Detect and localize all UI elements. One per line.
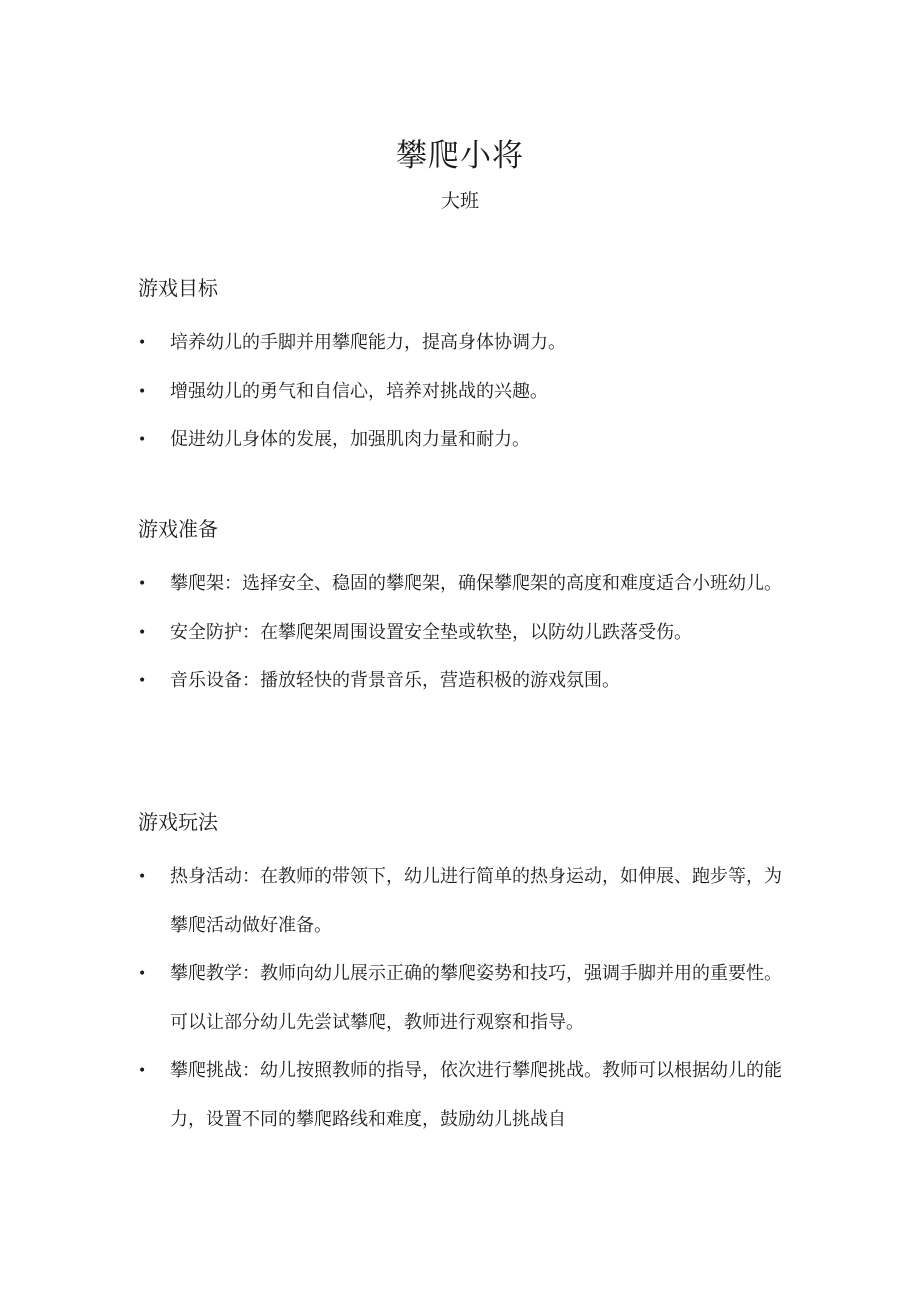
bullet-list (138, 319, 788, 465)
list-item-text: 促进幼儿身体的发展，加强肌肉力量和耐力。 (170, 429, 530, 450)
list-item (138, 416, 788, 465)
list-item (138, 609, 788, 658)
list-item-text: 安全防护：在攀爬架周围设置安全垫或软垫，以防幼儿跌落受伤。 (170, 621, 692, 643)
list-item-text: 增强幼儿的勇气和自信心，培养对挑战的兴趣。 (170, 380, 548, 402)
section-heading: 游戏准备 (138, 517, 218, 541)
list-item (138, 560, 788, 609)
bullet-icon: • (138, 624, 147, 641)
list-item (138, 1047, 788, 1144)
section-preparation (138, 515, 788, 706)
bullet-icon: • (138, 383, 147, 400)
bullet-list (138, 853, 788, 1144)
list-item (138, 368, 788, 417)
page-title: 攀爬小将 (396, 138, 524, 174)
section-heading: 游戏目标 (138, 276, 218, 300)
list-item-text: 攀爬教学：教师向幼儿展示正确的攀爬姿势和技巧，强调手脚并用的重要性。可以让部分幼儿先尝试攀爬，教师进行观察和指导。 (170, 963, 782, 1033)
section-gameplay (138, 808, 788, 1144)
list-item (138, 853, 788, 950)
list-item (138, 657, 788, 706)
list-item (138, 319, 788, 368)
list-item-text: 热身活动：在教师的带领下，幼儿进行简单的热身运动，如伸展、跑步等，为攀爬活动做好准备。 (170, 866, 782, 936)
page-subtitle: 大班 (440, 190, 479, 212)
list-item-text: 培养幼儿的手脚并用攀爬能力，提高身体协调力。 (170, 332, 566, 353)
list-item (138, 950, 788, 1047)
bullet-icon: • (138, 576, 147, 592)
bullet-icon: • (138, 673, 147, 689)
section-goals (138, 274, 788, 465)
bullet-icon: • (138, 869, 147, 885)
list-item-text: 攀爬架：选择安全、稳固的攀爬架，确保攀爬架的高度和难度适合小班幼儿。 (170, 573, 782, 594)
bullet-icon: • (138, 966, 147, 982)
bullet-list (138, 560, 788, 706)
bullet-icon: • (138, 1063, 147, 1079)
bullet-icon: • (138, 432, 147, 448)
section-heading: 游戏玩法 (138, 810, 218, 834)
list-item-text: 攀爬挑战：幼儿按照教师的指导，依次进行攀爬挑战。教师可以根据幼儿的能力，设置不同的攀爬路线和难度，鼓励幼儿挑战自 (170, 1060, 782, 1130)
list-item-text: 音乐设备：播放轻快的背景音乐，营造积极的游戏氛围。 (170, 670, 620, 691)
bullet-icon: • (138, 335, 147, 351)
